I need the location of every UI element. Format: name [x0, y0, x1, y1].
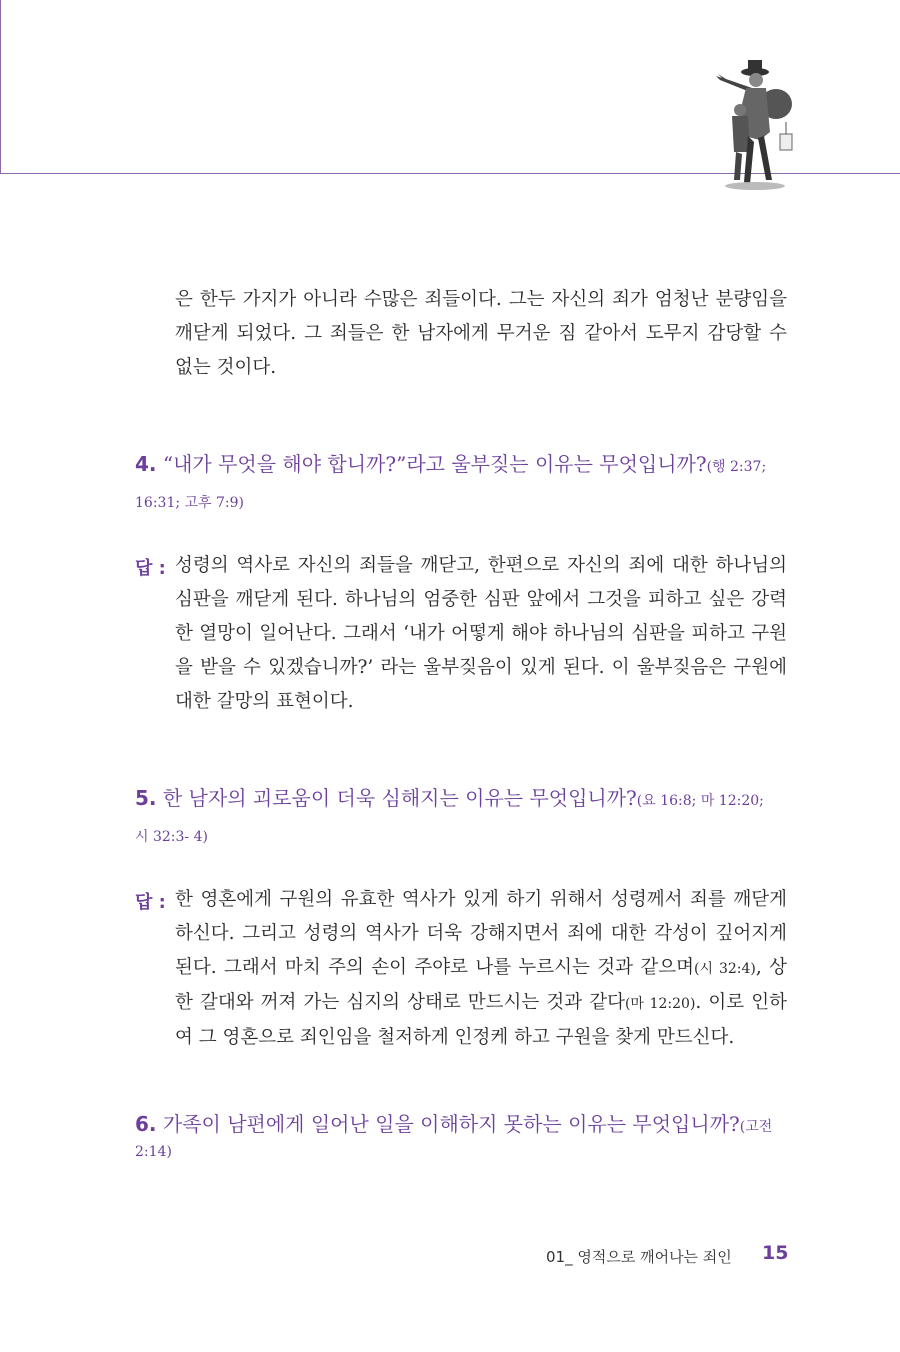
inline-reference: (시 32:4)	[694, 961, 756, 977]
answer-label: 답 :	[135, 558, 166, 579]
answer-text-part: , 상한 갈대와 꺼져 가는 심지의 상태로 만드시는 것과 같다	[175, 957, 788, 1013]
answer-4-text: 성령의 역사로 자신의 죄들을 깨닫고, 한편으로 자신의 죄에 대한 하나님의 심판을 깨닫게 된다. 하나님의 엄중한 심판 앞에서 그것을 피하고 싶은 강력한 열망이 일어난다. 그래서 ‘내가 어떻게 해야 하나님의 심판을 피하고 구원을 받을 수 있겠습니까?’ 라는 울부짖음이 있게 된다. 이 울부짖음은 구원에 대한 갈망의 표현이다.	[175, 555, 787, 712]
question-number: 4.	[135, 452, 157, 476]
continuation-paragraph: 은 한두 가지가 아니라 수많은 죄들이다. 그는 자신의 죄가 엄청난 분량임을 깨닫게 되었다. 그 죄들은 한 남자에게 무거운 짐 같아서 도무지 감당할 수 없는 것이다.	[175, 289, 787, 378]
running-footer-chapter: 01_ 영적으로 깨어나는 죄인	[546, 1248, 732, 1266]
scripture-reference-continued: 시 32:3- 4)	[135, 829, 208, 845]
scripture-reference: (고전 2:14)	[135, 1119, 773, 1160]
question-text: 한 남자의 괴로움이 더욱 심해지는 이유는 무엇입니까?	[156, 786, 637, 810]
scripture-reference-continued: 16:31; 고후 7:9)	[135, 495, 245, 511]
scripture-reference: (요 16:8; 마 12:20;	[636, 793, 764, 809]
scripture-reference: (행 2:37;	[706, 459, 767, 475]
question-4	[135, 448, 795, 477]
question-5	[135, 782, 795, 811]
answer-text-part: . 이로 인하여 그 영혼으로 죄인임을 철저하게 인정케 하고 구원을 찾게 만드신다.	[175, 992, 787, 1048]
answer-text-part: 한 영혼에게 구원의 유효한 역사가 있게 하기 위해서 성령께서 죄를 깨닫게 하신다. 그리고 성령의 역사가 더욱 강해지면서 죄에 대한 각성이 깊어지게 된다. 그래서 마치 주의 손이 주야로 나를 누르시는 것과 같으며	[175, 889, 787, 978]
question-text: 가족이 남편에게 일어난 일을 이해하지 못하는 이유는 무엇입니까?	[156, 1112, 740, 1136]
pilgrim-with-burden-illustration	[700, 52, 810, 202]
answer-label: 답 :	[135, 892, 166, 913]
page-number: 15	[762, 1242, 789, 1264]
answer-5-text	[175, 883, 787, 1055]
question-number: 5.	[135, 786, 157, 810]
question-number: 6.	[135, 1112, 157, 1136]
question-6	[135, 1108, 795, 1161]
question-text: “내가 무엇을 해야 합니까?”라고 울부짖는 이유는 무엇입니까?	[156, 452, 707, 476]
inline-reference: (마 12:20)	[624, 996, 696, 1012]
